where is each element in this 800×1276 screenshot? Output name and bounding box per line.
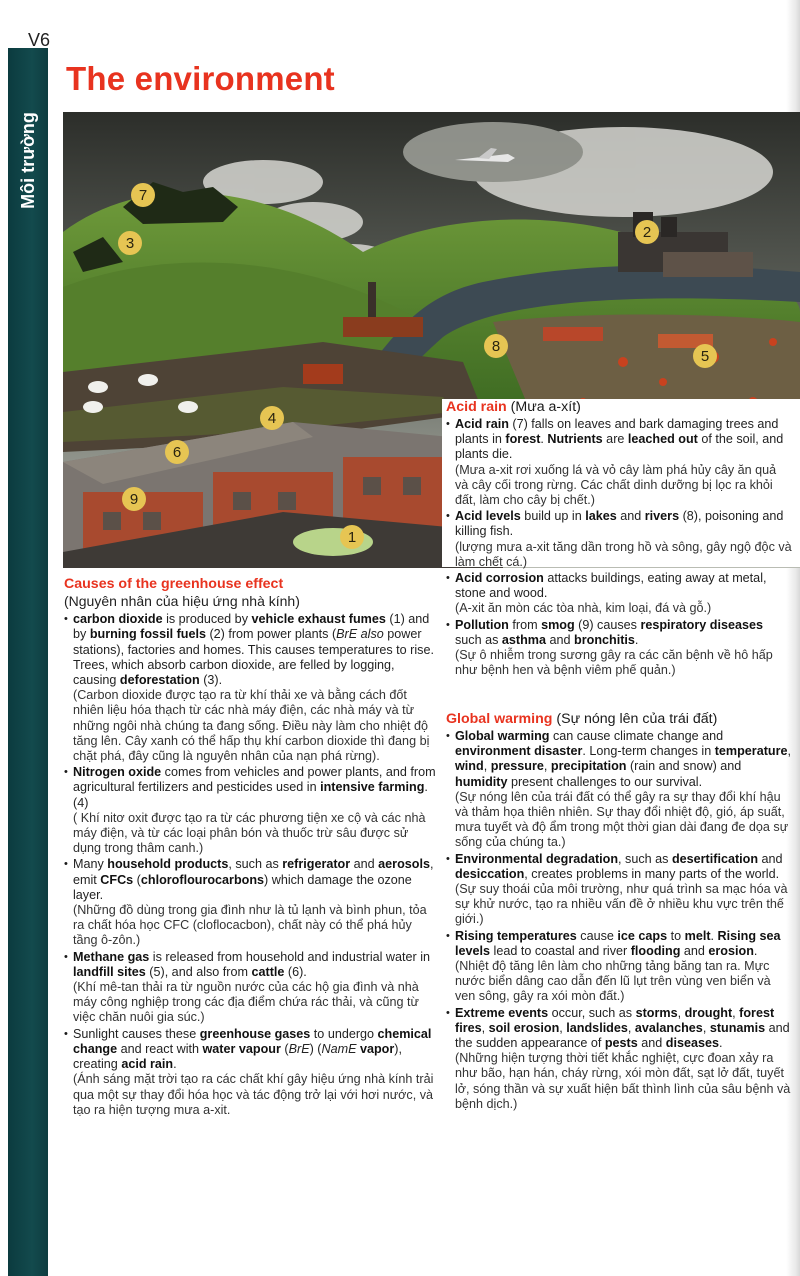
text-segment: comes from vehicles and power plants, and from agricultural fertilizers and pesticides used in [73,765,436,795]
svg-text:8: 8 [491,338,501,355]
term-description [455,509,792,539]
text-segment: ), creating [73,1041,402,1072]
text-segment: attacks buildings, eating away at metal, stone and wood. [455,571,767,601]
page-title: The environment [66,60,335,97]
key-term: stunamis [709,1020,766,1035]
greenhouse-list [64,612,436,1118]
key-term: Extreme events [455,1005,549,1020]
text-segment: lead to coastal and river [490,943,631,958]
acid-rain-heading [446,398,792,416]
text-segment: , [627,1020,635,1035]
list-item [446,852,792,928]
svg-text:7: 7 [138,187,148,204]
text-segment: , such as [618,851,672,866]
vietnamese-translation: (Ánh sáng mặt trời tạo ra các chất khí gây hiệu ứng nhà kính trải qua một sự thay đổi hóa học và tác động trở lại với hơi nước, và tạo ra hiện tượng mưa a-xit. [73,1072,434,1117]
key-term: flooding [630,943,681,958]
text-segment: and [616,509,645,524]
term-description [455,929,792,959]
text-segment: . [173,1057,177,1072]
vietnamese-translation: (A-xit ăn mòn các tòa nhà, kim loại, đá và gỗ.) [455,601,712,616]
svg-text:4: 4 [267,410,277,427]
key-term: temperature [714,744,788,759]
key-term: Nutrients [547,432,603,447]
key-term: smog [541,617,575,632]
term-description [455,852,792,882]
key-term: soil erosion [488,1020,560,1035]
text-segment: , such as [228,857,283,872]
key-term: CFCs [100,872,134,887]
text-segment: NamE [321,1041,357,1056]
global-warming-section [446,710,792,1113]
text-segment: is released from household and industrial water in [149,949,431,964]
side-tab [8,95,48,225]
text-segment: . [634,632,639,647]
text-segment: , emit [73,857,434,887]
text-segment: . (4) [73,780,428,810]
text-segment: ) which damage the ozone layer. [73,872,412,902]
svg-text:2: 2 [642,224,652,241]
list-item [446,729,792,851]
key-term: environment disaster [455,744,583,759]
global-warming-subtitle: (Sự nóng lên của trái đất) [556,711,718,727]
callout-7 [131,183,155,207]
term-description [73,857,436,903]
text-segment: (2) from power plants ( [205,627,337,642]
term-description [455,618,792,648]
key-term: landslides [566,1020,628,1035]
text-segment: build up in [520,509,586,524]
text-segment: is produced by [162,612,252,627]
text-segment: ) ( [309,1041,322,1056]
svg-text:6: 6 [172,444,182,461]
vietnamese-translation: (Mưa a-xit rơi xuống lá và vỏ cây làm phá hủy cây ăn quả và cây cối trong rừng. Các chất dinh dưỡng bị lọc ra khỏi đất, làm cho cây bị chết.) [455,462,777,508]
list-item [64,612,436,764]
list-item [446,571,792,617]
key-term: chloroflourocarbons [140,872,265,887]
text-segment: occur, such as [548,1005,636,1020]
text-segment: and [546,632,575,647]
key-term: Rising sea levels [455,928,781,958]
key-term: carbon dioxide [73,612,163,627]
key-term: drought [684,1005,733,1020]
acid-rain-list [446,417,792,678]
page-number: V6 [28,30,51,50]
text-segment: (5), and also from [145,964,252,979]
key-term: diseases [665,1036,719,1051]
key-term: landfill sites [73,964,146,979]
text-segment: , [702,1020,710,1035]
list-item [446,618,792,679]
vietnamese-translation: ( Khí nitơ oxit được tạo ra từ các phương tiện xe cộ và các nhà máy điện, và từ các loại phân bón và thuốc trừ sâu được sử dụng trong thâm canh.) [73,810,426,856]
key-term: chemical change [73,1026,432,1056]
text-segment: . [540,432,548,447]
acid-rain-section [446,398,792,679]
text-segment: and react with [117,1041,203,1056]
key-term: lakes [585,509,617,524]
text-segment: also [357,627,384,642]
key-term: deforestation [119,673,200,688]
list-item [64,950,436,1026]
key-term: melt [684,928,711,943]
term-description [73,1027,436,1073]
global-warming-title: Global warming [446,711,553,727]
callout-9 [122,487,146,511]
key-term: Environmental degradation [455,851,619,866]
text-segment: and [758,851,783,866]
key-term: forest [505,432,541,447]
text-segment: . [710,928,718,943]
vietnamese-translation: (Sự nóng lên của trái đất có thể gây ra sự thay đổi khí hậu và thảm họa thiên nhiên. Sự thay đổi nhiệt độ, gió, áp suất, mưa tuyết và độ ẩm trong một thời gian dài đang đe dọa sự sống của chúng ta.) [455,789,789,850]
term-description [455,417,792,463]
text-segment: are [602,432,628,447]
callout-4 [260,406,284,430]
vietnamese-translation: (Những đồ dùng trong gia đình như là tủ lạnh và bình phun, tỏa ra chất hóa học CFC (cloflocacbon), chất này có thể phá hủy tầng ô-zôn.) [73,903,427,948]
callout-2 [635,220,659,244]
text-segment: can cause climate change and [549,729,724,743]
key-term: pressure [490,759,544,774]
key-term: Global warming [455,729,550,743]
list-item [64,1027,436,1118]
svg-text:3: 3 [125,235,135,252]
vietnamese-translation: (lượng mưa a-xit tăng dần trong hồ và sông, gây ngộ độc và làm chết cá.) [455,539,792,569]
text-segment: ( [280,1041,289,1056]
term-description [73,612,436,688]
text-segment: such as [455,632,502,647]
key-term: Acid rain [455,417,509,431]
text-segment: , [483,759,491,774]
callout-5 [693,344,717,368]
key-term: precipitation [550,759,627,774]
text-segment: (6). [284,964,307,979]
key-term: storms [635,1005,678,1020]
key-term: erosion [708,943,754,958]
text-segment: and [350,857,379,872]
key-term: burning fossil fuels [89,627,206,642]
text-segment: BrE [336,627,358,642]
key-term: Acid levels [455,509,521,524]
svg-text:5: 5 [700,348,710,365]
key-term: greenhouse gases [199,1026,311,1041]
callout-1 [340,525,364,549]
term-description [73,765,436,811]
callout-3 [118,231,142,255]
callout-6 [165,440,189,464]
key-term: desertification [671,851,759,866]
term-description [455,571,792,601]
list-item [64,765,436,856]
key-term: leached out [627,432,698,447]
text-segment: and the sudden appearance of [455,1020,790,1051]
text-segment: , [543,759,551,774]
greenhouse-section [64,575,436,1119]
text-segment: ( [133,872,141,887]
text-segment: to undergo [310,1026,378,1041]
key-term: forest fires [455,1005,775,1035]
list-item [446,417,792,508]
key-term: intensive farming [320,780,425,795]
term-description [455,1006,792,1052]
text-segment: , [677,1005,685,1020]
greenhouse-heading [64,575,436,593]
greenhouse-title: Causes of the greenhouse effect [64,576,284,592]
text-segment: (rain and snow) and [626,759,742,774]
key-term: vehicle exhaust fumes [251,612,386,627]
callout-8 [484,334,508,358]
text-segment: (8), poisoning and killing fish. [455,509,784,539]
text-segment: and [680,943,709,958]
key-term: cattle [251,964,285,979]
vietnamese-translation: (Khí mê-tan thải ra từ nguồn nước của các hộ gia đình và nhà máy công nghiệp trong các địa điểm chứa rác thải, và cũng từ việc chăn nuôi gia súc.) [73,980,419,1025]
text-segment: and [637,1036,666,1051]
key-term: Nitrogen oxide [73,765,162,780]
key-term: aerosols [378,857,430,872]
text-segment: . Long-term changes in [582,744,715,759]
text-segment: , [787,744,791,759]
key-term: bronchitis [574,632,635,647]
text-segment: , [559,1020,567,1035]
acid-rain-subtitle: (Mưa a-xít) [510,399,581,415]
text-segment: (9) causes [574,617,641,632]
key-term: asthma [501,632,547,647]
side-band [8,48,48,1276]
key-term: ice caps [617,928,668,943]
list-item [446,1006,792,1112]
factory-roof [343,317,423,337]
list-item [446,929,792,1005]
key-term: rivers [644,509,680,524]
vietnamese-translation: (Sự ô nhiễm trong sương gây ra các căn bệnh về hô hấp như bệnh hen và bệnh viêm phế quản.) [455,648,773,678]
text-segment: Many [73,857,108,872]
key-term: acid rain [121,1057,174,1072]
text-segment: power stations), factories and homes. This causes temperatures to rise. Trees, which absorb carbon dioxide, are felled by logging, causing [73,627,434,688]
greenhouse-subtitle: (Nguyên nhân của hiệu ứng nhà kính) [64,593,300,609]
text-segment: Sunlight causes these [73,1026,200,1041]
text-segment: to [667,928,685,943]
key-term: refrigerator [282,857,351,872]
text-segment: . [719,1036,723,1051]
text-segment: cause [576,928,618,943]
text-segment: , [481,1020,489,1035]
key-term: Acid corrosion [455,571,544,586]
key-term: household products [107,857,229,872]
text-segment: from [508,617,542,632]
key-term: Methane gas [73,949,150,964]
text-segment: (7) falls on leaves and bark damaging trees and plants in [455,417,779,447]
key-term: respiratory diseases [640,617,763,632]
key-term: desiccation [455,866,525,881]
key-term: vapor [359,1041,395,1056]
key-term: water vapour [202,1041,281,1056]
global-warming-list [446,729,792,1112]
text-segment: , creates problems in many parts of the world. [524,866,780,881]
text-segment: , [732,1005,740,1020]
key-term: pests [604,1036,638,1051]
vietnamese-translation: (Nhiệt độ tăng lên làm cho những tảng băng tan ra. Mực nước biển dâng cao dẫn đến lũ lụt trên vùng ven biển và ven sông, gây ra xói mòn đất.) [455,959,771,1004]
term-description [73,950,436,980]
text-segment: (1) and by [73,612,430,642]
vietnamese-translation: (Carbon dioxide được tạo ra từ khí thải xe và bằng cách đốt nhiên liệu hóa thạch từ các nhà máy điện, các nhà máy và từ những ngôi nhà chúng ta đang sống. Điều này làm cho nhiệt độ tăng lên. Cây xanh có thể hấp thụ khí carbon dioxide thì đang bị chặt phá, đây cũng là nguyên nhân của nạn phá rừng). [73,688,430,764]
term-description [455,729,792,790]
svg-text:1: 1 [347,529,357,546]
side-tab-label: Môi trường [17,111,38,209]
key-term: Pollution [455,617,509,632]
list-item [446,509,792,570]
vietnamese-translation: (Sự suy thoái của môi trường, như quá trình sa mạc hóa và sự khử nước, tạo ra nhiều vấn đề ở nhiều khu vực trên thế giới.) [455,882,788,927]
text-segment: . [753,943,758,958]
text-segment: present challenges to our survival. [507,774,703,789]
key-term: humidity [455,774,508,789]
text-segment: of the soil, and plants die. [455,432,784,462]
acid-rain-title: Acid rain [446,399,507,415]
text-segment: (3). [199,673,223,688]
vietnamese-translation: (Những hiện tượng thời tiết khắc nghiệt, cực đoan xảy ra như bão, hạn hán, cháy rừng, xói mòn đất, sạt lở đất, tuyết lở, sóng thần và sự xuất hiện bất thình lình của sâu bệnh và bệnh dịch.) [455,1051,791,1111]
key-term: avalanches [634,1020,703,1035]
global-warming-heading [446,710,792,728]
key-term: Rising temperatures [455,928,577,943]
list-item [64,857,436,948]
key-term: wind [455,759,484,774]
svg-text:9: 9 [129,491,139,508]
text-segment: BrE [288,1041,310,1056]
